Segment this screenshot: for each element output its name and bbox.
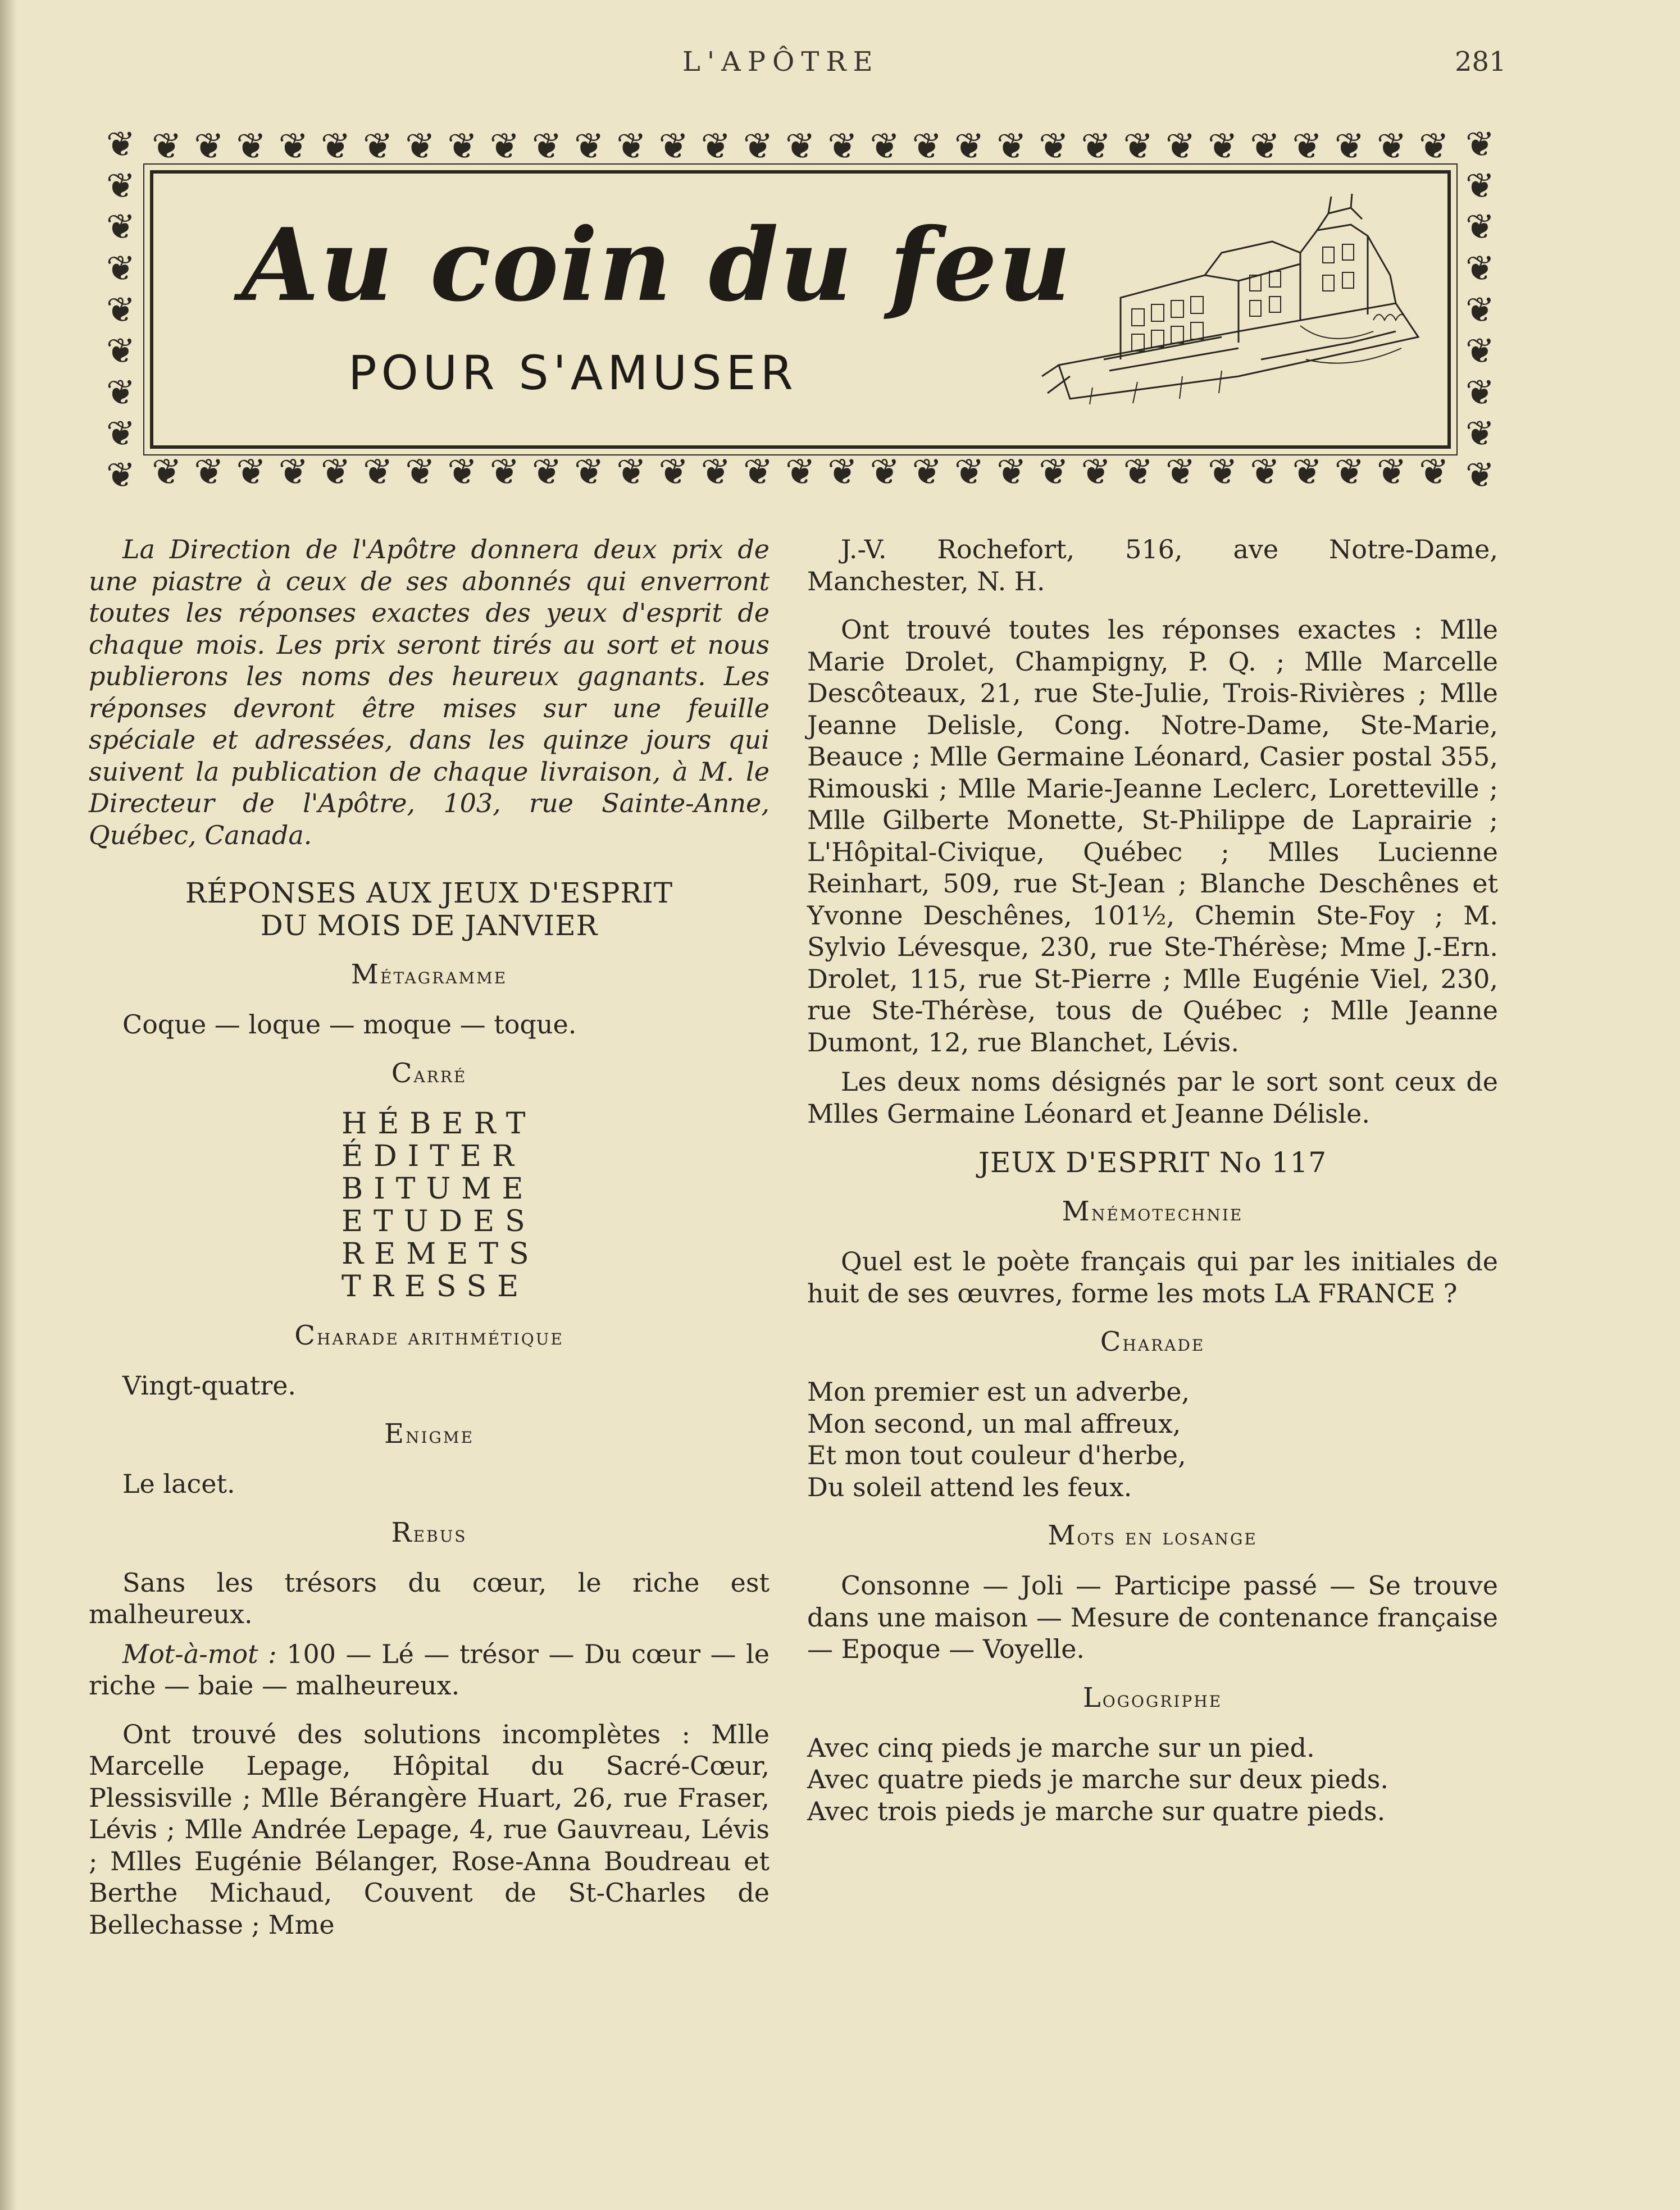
fleuron-icon: ❦ [574, 452, 604, 493]
fleuron-icon: ❦ [658, 452, 689, 493]
house-sketch-icon [1036, 191, 1441, 432]
fleuron-icon: ❦ [785, 126, 816, 167]
fleuron-icon: ❦ [1465, 413, 1495, 454]
fleuron-icon: ❦ [574, 126, 604, 167]
carre-word: ÉDITER [342, 1139, 525, 1173]
mnemotechnie-words: LA FRANCE ? [1273, 1278, 1458, 1309]
fleuron-icon: ❦ [912, 452, 943, 493]
charade-line: Mon second, un mal affreux, [807, 1408, 1181, 1439]
fleuron-icon: ❦ [106, 206, 135, 248]
fleuron-icon: ❦ [106, 165, 135, 206]
fleuron-icon: ❦ [106, 330, 135, 372]
fleuron-icon: ❦ [236, 126, 267, 167]
charade-line: Mon premier est un adverbe, [807, 1377, 1190, 1407]
header-banner [98, 121, 1503, 498]
fleuron-icon: ❦ [1123, 452, 1154, 493]
ornament-border-right [1458, 121, 1503, 498]
fleuron-icon: ❦ [1208, 126, 1238, 167]
fleuron-icon: ❦ [447, 452, 478, 493]
fleuron-icon: ❦ [1465, 289, 1495, 330]
rebus-heading: Rebus [391, 1516, 467, 1548]
metagramme-heading: Métagramme [350, 959, 508, 990]
logogriphe-line: Avec cinq pieds je marche sur un pied. [807, 1732, 1315, 1763]
fleuron-icon: ❦ [1081, 126, 1112, 167]
fleuron-icon: ❦ [1334, 452, 1365, 493]
fleuron-icon: ❦ [743, 452, 773, 493]
fleuron-icon: ❦ [320, 126, 351, 167]
fleuron-icon: ❦ [1292, 126, 1323, 167]
fleuron-icon: ❦ [320, 452, 351, 493]
ornament-border-left [98, 121, 143, 498]
mnemotechnie-question [807, 1246, 1498, 1309]
charade-arithmetique-heading: Charade arithmétique [294, 1319, 564, 1351]
banner-subtitle: POUR S'AMUSER [348, 345, 798, 400]
fleuron-icon: ❦ [996, 452, 1027, 493]
carre-word: REMETS [342, 1237, 540, 1271]
ornament-border-bottom [152, 452, 1449, 493]
fleuron-icon: ❦ [363, 452, 393, 493]
logogriphe-heading: Logogriphe [1082, 1682, 1223, 1714]
fleuron-icon: ❦ [1292, 452, 1323, 493]
fleuron-icon: ❦ [954, 126, 985, 167]
fleuron-icon: ❦ [278, 452, 309, 493]
fleuron-icon: ❦ [743, 126, 773, 167]
fleuron-icon: ❦ [1465, 247, 1495, 289]
fleuron-icon: ❦ [1376, 452, 1407, 493]
running-head [0, 46, 1680, 80]
fleuron-icon: ❦ [616, 452, 646, 493]
losange-text: Consonne — Joli — Participe passé — Se trouve dans une maison — Mesure de contenance française — Epoque — Voyelle. [807, 1570, 1498, 1664]
fleuron-icon: ❦ [152, 452, 182, 493]
mnemotechnie-heading: Mnémotechnie [1062, 1196, 1244, 1227]
fleuron-icon: ❦ [236, 452, 267, 493]
enigme-answer: Le lacet. [122, 1469, 235, 1499]
journal-title: L'APÔTRE [682, 46, 880, 78]
logogriphe-line: Avec quatre pieds je marche sur deux pieds. [807, 1764, 1388, 1794]
rebus-answer: Sans les trésors du cœur, le riche est malheureux. [89, 1567, 770, 1629]
fleuron-icon: ❦ [785, 452, 816, 493]
losange-heading: Mots en losange [1048, 1520, 1258, 1551]
carre-heading: Carré [391, 1057, 467, 1089]
fleuron-icon: ❦ [1419, 452, 1449, 493]
fleuron-icon: ❦ [869, 452, 900, 493]
fleuron-icon: ❦ [1081, 452, 1112, 493]
page-number: 281 [1455, 46, 1506, 78]
mot-a-mot-text: 100 — Lé — trésor — Du cœur — le riche — baie — malheureux. [89, 1638, 770, 1701]
mnemotechnie-text: Quel est le poète français qui par les initiales de huit de ses œuvres, forme les mots [807, 1246, 1498, 1309]
fleuron-icon: ❦ [1465, 371, 1495, 413]
fleuron-icon: ❦ [616, 126, 646, 167]
fleuron-icon: ❦ [106, 289, 135, 330]
rebus-mot-a-mot [89, 1638, 770, 1702]
fleuron-icon: ❦ [106, 247, 135, 289]
charade-line: Du soleil attend les feux. [807, 1471, 1132, 1502]
fleuron-icon: ❦ [405, 452, 435, 493]
winners-announcement: Les deux noms désignés par le sort sont ceux de Mlles Germaine Léonard et Jeanne Délisle. [807, 1067, 1498, 1129]
fleuron-icon: ❦ [1376, 126, 1407, 167]
fleuron-icon: ❦ [278, 126, 309, 167]
fleuron-icon: ❦ [1334, 126, 1365, 167]
metagramme-answer: Coque — loque — moque — toque. [122, 1009, 577, 1040]
fleuron-icon: ❦ [869, 126, 900, 167]
fleuron-icon: ❦ [912, 126, 943, 167]
fleuron-icon: ❦ [1208, 452, 1238, 493]
charade-heading: Charade [1100, 1326, 1205, 1357]
jeux-heading: JEUX D'ESPRIT No 117 [978, 1146, 1327, 1179]
mot-a-mot-label: Mot-à-mot : [122, 1638, 277, 1669]
fleuron-icon: ❦ [1465, 206, 1495, 248]
carre-word: BITUME [342, 1172, 534, 1206]
carre-word: TRESSE [342, 1269, 530, 1304]
answers-heading-line-2: DU MOIS DE JANVIER [260, 909, 598, 942]
exact-answers-list: Ont trouvé toutes les réponses exactes : Mlle Marie Drolet, Champigny, P. Q. ; Mlle Marcelle Descôteaux, 21, rue Ste-Julie, Trois-Rivières ; Mlle Jeanne Delisle, Cong. Notre-Dame, Ste-Marie, Beauce ; Mlle Germaine Léonard, Casier postal 355, Rimouski ; Mlle Marie-Jeanne Leclerc, Loretteville ; Mlle Gilberte Monette, St-Philippe de Laprairie ; L'Hôpital-Civique, Québec ; Mlles Lucienne Reinhart, 509, rue St-Jean ; Blanche Deschênes et Yvonne Deschênes, 101½, Chemin Ste-Foy ; M. Sylvio Lévesque, 230, rue Ste-Thérèse; Mme J.-Ern. Drolet, 115, rue St-Pierre ; Mlle Eugénie Viel, 230, rue Ste-Thérèse, tous de Québec ; Mlle Jeanne Dumont, 12, rue Blanchet, Lévis. [807, 614, 1498, 1058]
fleuron-icon: ❦ [106, 413, 135, 454]
answers-heading-line-1: RÉPONSES AUX JEUX D'ESPRIT [185, 877, 673, 909]
fleuron-icon: ❦ [194, 452, 224, 493]
carre-word: ETUDES [342, 1204, 536, 1238]
ornament-border-top [152, 126, 1449, 167]
fleuron-icon: ❦ [1419, 126, 1449, 167]
banner-title: Au coin du feu [242, 206, 1072, 323]
logogriphe-line: Avec trois pieds je marche sur quatre pieds. [807, 1796, 1386, 1826]
fleuron-icon: ❦ [489, 126, 520, 167]
fleuron-icon: ❦ [1465, 454, 1495, 495]
fleuron-icon: ❦ [405, 126, 435, 167]
charade-arithmetique-answer: Vingt-quatre. [122, 1370, 297, 1401]
fleuron-icon: ❦ [152, 126, 182, 167]
fleuron-icon: ❦ [996, 126, 1027, 167]
fleuron-icon: ❦ [106, 124, 135, 165]
fleuron-icon: ❦ [700, 126, 731, 167]
fleuron-icon: ❦ [1465, 330, 1495, 372]
fleuron-icon: ❦ [1250, 126, 1280, 167]
fleuron-icon: ❦ [827, 452, 858, 493]
contest-intro: La Direction de l'Apôtre donnera deux prix de une piastre à ceux de ses abonnés qui enverront toutes les réponses exactes des yeux d'esprit de chaque mois. Les prix seront tirés au sort et nous publierons les noms des heureux gagnants. Les réponses devront être mises sur une feuille spéciale et adressées, dans les quinze jours qui suivent la publication de chaque livraison, à M. le Directeur de l'Apôtre, 103, rue Sainte-Anne, Québec, Canada. [89, 534, 770, 850]
fleuron-icon: ❦ [658, 126, 689, 167]
fleuron-icon: ❦ [1165, 452, 1196, 493]
fleuron-icon: ❦ [1250, 452, 1280, 493]
left-column [89, 534, 770, 1940]
fleuron-icon: ❦ [363, 126, 393, 167]
fleuron-icon: ❦ [531, 452, 562, 493]
fleuron-icon: ❦ [447, 126, 478, 167]
right-column [807, 534, 1498, 1827]
fleuron-icon: ❦ [194, 126, 224, 167]
fleuron-icon: ❦ [489, 452, 520, 493]
incomplete-solutions: Ont trouvé des solutions incomplètes : Mlle Marcelle Lepage, Hôpital du Sacré-Cœur, Plessisville ; Mlle Bérangère Huart, 26, rue Fraser, Lévis ; Mlle Andrée Lepage, 4, rue Gauvreau, Lévis ; Mlles Eugénie Bélanger, Rose-Anna Boudreau et Berthe Michaud, Couvent de St-Charles de Bellechasse ; Mme [89, 1719, 770, 1940]
incomplete-solutions-continued: J.-V. Rochefort, 516, ave Notre-Dame, Manchester, N. H. [807, 534, 1498, 596]
carre-word: HÉBERT [342, 1106, 536, 1141]
fleuron-icon: ❦ [1123, 126, 1154, 167]
fleuron-icon: ❦ [1039, 452, 1069, 493]
fleuron-icon: ❦ [1165, 126, 1196, 167]
fleuron-icon: ❦ [1039, 126, 1069, 167]
fleuron-icon: ❦ [827, 126, 858, 167]
fleuron-icon: ❦ [1465, 124, 1495, 165]
fleuron-icon: ❦ [700, 452, 731, 493]
fleuron-icon: ❦ [1465, 165, 1495, 206]
enigme-heading: Enigme [384, 1418, 475, 1450]
fleuron-icon: ❦ [531, 126, 562, 167]
fleuron-icon: ❦ [106, 371, 135, 413]
fleuron-icon: ❦ [106, 454, 135, 495]
page-edge-shadow [0, 0, 17, 2210]
fleuron-icon: ❦ [954, 452, 985, 493]
charade-line: Et mon tout couleur d'herbe, [807, 1440, 1186, 1470]
